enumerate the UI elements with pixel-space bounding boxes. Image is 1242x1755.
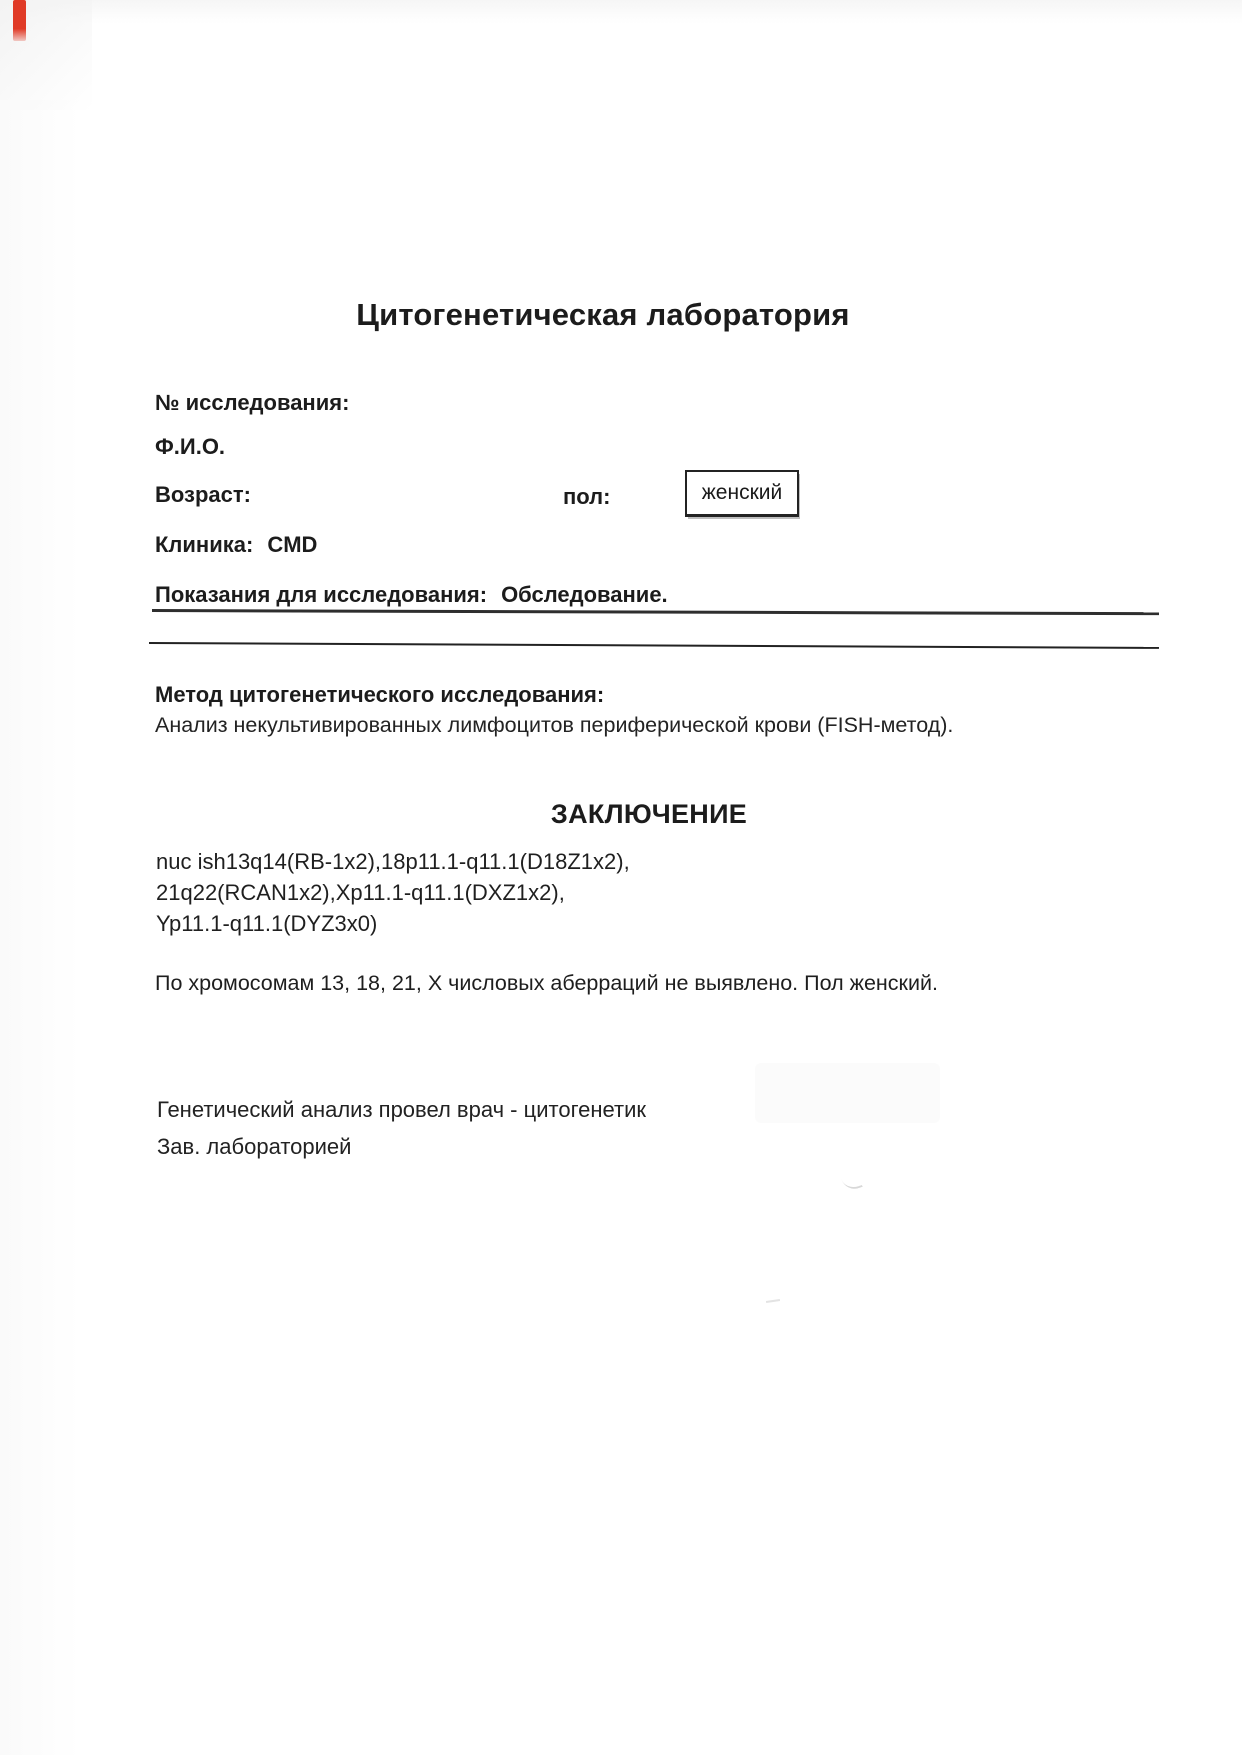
red-scan-artifact [13, 0, 26, 41]
method-result: Анализ некультивированных лимфоцитов периферической крови (FISH-метод). [155, 713, 954, 737]
fio-label: Ф.И.О. [155, 434, 226, 459]
sex-value: женский [701, 481, 783, 504]
clinic-value: CMD [267, 532, 318, 557]
clinic-row [155, 532, 317, 558]
scan-shading-top [0, 0, 1242, 24]
scan-shading-block [755, 1063, 940, 1123]
indications-label: Показания для исследования: [155, 582, 488, 607]
karyotype-line-1: nuc ish13q14(RB-1x2),18p11.1-q11.1(D18Z1x2), [156, 849, 630, 874]
scan-shading-left-edge [0, 100, 80, 1755]
sex-label: пол: [563, 484, 611, 509]
indications-value: Обследование. [501, 582, 668, 607]
method-label: Метод цитогенетического исследования: [155, 682, 605, 707]
age-row [155, 482, 251, 508]
faint-pen-artifact [841, 1174, 862, 1193]
signature-doctor-line: Генетический анализ провел врач - цитогенетик [157, 1097, 646, 1122]
sex-value-box [685, 470, 799, 517]
study-number-label: № исследования: [155, 390, 350, 415]
indications-row [155, 582, 668, 608]
conclusion-heading: ЗАКЛЮЧЕНИЕ [550, 799, 748, 829]
karyotype-result [156, 846, 630, 939]
study-number-row [155, 390, 349, 416]
age-label: Возраст: [155, 482, 251, 507]
fio-row [155, 434, 225, 460]
horizontal-rule-bottom [149, 642, 1159, 649]
karyotype-line-2: 21q22(RCAN1x2),Xp11.1-q11.1(DXZ1x2), [156, 880, 565, 905]
conclusion-summary: По хромосомам 13, 18, 21, X числовых аберраций не выявлено. Пол женский. [155, 971, 938, 995]
signature-head-line: Зав. лабораторией [157, 1134, 352, 1159]
page-title: Цитогенетическая лаборатория [356, 297, 850, 332]
clinic-label: Клиника: [155, 532, 254, 557]
faint-scan-tick [766, 1299, 780, 1303]
horizontal-rule-top [152, 609, 1159, 615]
karyotype-line-3: Yp11.1-q11.1(DYZ3x0) [156, 911, 378, 936]
